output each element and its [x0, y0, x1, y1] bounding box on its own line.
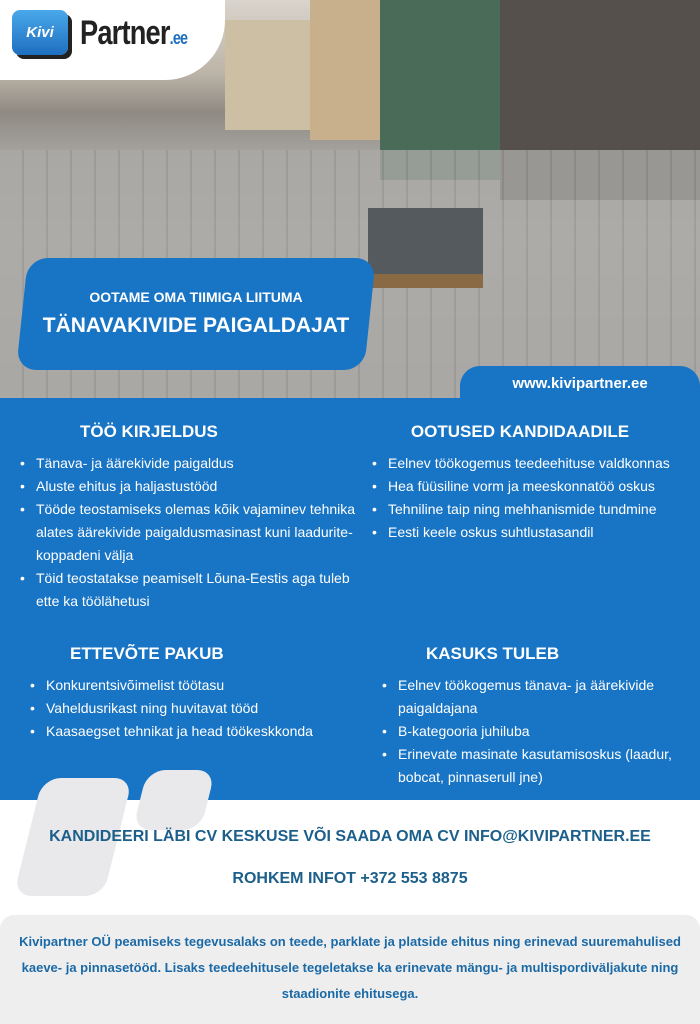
bullet-list [18, 452, 363, 613]
company-about: Kivipartner OÜ peamiseks tegevusalaks on teede, parklate ja platside ehitus ning erinevad suuremahulised kaeve- ja pinnasetööd. Lisaks teedeehitusele tegeletakse ka erinevate mängu- ja multispordiväljakute ning staadionite ehitusega. [0, 915, 700, 1024]
section-title: OOTUSED KANDIDAADILE [410, 422, 630, 441]
section-company-offers [28, 644, 328, 743]
stone-pallet [368, 208, 483, 288]
section-job-description [18, 422, 363, 613]
list-item: • Erinevate masinate kasutamisoskus (laadur, bobcat, pinnaserull jne) [380, 743, 680, 789]
logo-tld: .ee [169, 28, 188, 48]
list-item: • Tehniline taip ning mehhanismide tundmine [370, 498, 670, 521]
list-item: • Töid teostatakse peamiselt Lõuna-Eestis aga tuleb ette ka töölähetusi [18, 567, 363, 613]
building [225, 20, 310, 130]
logo-badge: Kivi [12, 10, 68, 55]
bullet-list [380, 674, 680, 789]
list-item: • Eelnev töökogemus teedeehituse valdkonnas [370, 452, 670, 475]
section-title: TÖÖ KIRJELDUS [80, 422, 218, 441]
section-expectations [370, 422, 670, 544]
list-item: • Tänava- ja äärekivide paigaldus [18, 452, 363, 475]
section-title: ETTEVÕTE PAKUB [70, 644, 224, 663]
list-item: • Vaheldusrikast ning huvitavat tööd [28, 697, 328, 720]
contact-phone: ROHKEM INFOT +372 553 8875 [232, 870, 468, 887]
list-item: • Eesti keele oskus suhtlustasandil [370, 521, 670, 544]
list-item: • Tööde teostamiseks olemas kõik vajaminev tehnika alates äärekivide paigaldusmasinast kuni laadurite-koppadeni välja [18, 498, 363, 567]
list-item: • Aluste ehitus ja haljastustööd [18, 475, 363, 498]
list-item: • Kaasaegset tehnikat ja head töökeskkonda [28, 720, 328, 743]
logo-name: Partner [80, 14, 170, 52]
section-advantages [380, 644, 680, 789]
section-title: KASUKS TULEB [426, 644, 560, 663]
building [310, 0, 385, 140]
details-panel [0, 398, 700, 800]
logo [0, 0, 225, 80]
headline-intro: OOTAME OMA TIIMIGA LIITUMA [89, 289, 303, 305]
list-item: • B-kategooria juhiluba [380, 720, 680, 743]
website-link[interactable]: www.kivipartner.ee [460, 366, 700, 402]
list-item: • Eelnev töökogemus tänava- ja äärekivide paigaldajana [380, 674, 680, 720]
list-item: • Konkurentsivõimelist töötasu [28, 674, 328, 697]
bullet-list [370, 452, 670, 544]
headline-title: TÄNAVAKIVIDE PAIGALDAJAT [42, 314, 350, 337]
bullet-list [28, 674, 328, 743]
list-item: • Hea füüsiline vorm ja meeskonnatöö oskus [370, 475, 670, 498]
apply-text: KANDIDEERI LÄBI CV KESKUSE VÕI SAADA OMA CV INFO@KIVIPARTNER.EE [49, 828, 651, 845]
